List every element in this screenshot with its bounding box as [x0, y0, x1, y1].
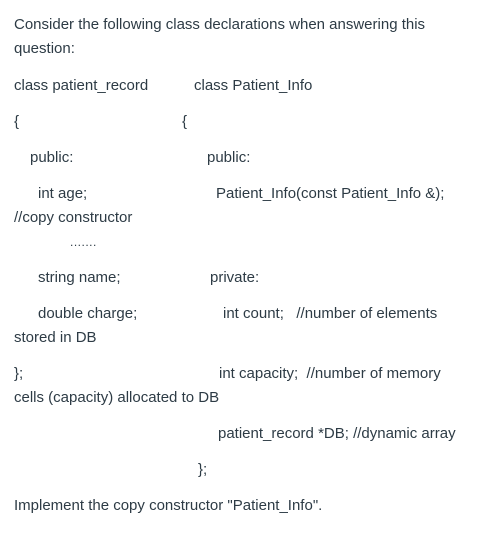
intro-line-1: Consider the following class declarations when answering this	[14, 16, 426, 33]
left-close-brace: };	[14, 365, 24, 382]
name-declaration: string name;	[38, 269, 121, 286]
right-open-brace: {	[182, 113, 188, 130]
count-declaration: int count; //number of elements	[223, 305, 438, 322]
left-class-header: class patient_record	[14, 77, 149, 94]
right-public-label: public:	[207, 149, 251, 166]
private-label: private:	[210, 269, 260, 286]
right-class-header: class Patient_Info	[194, 77, 313, 94]
capacity-declaration: int capacity; //number of memory	[219, 365, 441, 382]
db-declaration: patient_record *DB; //dynamic array	[218, 425, 456, 442]
right-close-brace: };	[198, 461, 208, 478]
age-declaration: int age;	[38, 185, 88, 202]
ellipsis: .......	[70, 235, 97, 249]
intro-line-2: question:	[14, 40, 75, 57]
stored-in-db-text: stored in DB	[14, 329, 97, 346]
charge-declaration: double charge;	[38, 305, 138, 322]
left-open-brace: {	[14, 113, 20, 130]
cells-capacity-text: cells (capacity) allocated to DB	[14, 389, 220, 406]
instruction-text: Implement the copy constructor "Patient_Info".	[14, 497, 323, 514]
copy-constructor-comment: //copy constructor	[14, 209, 133, 226]
copy-constructor-declaration: Patient_Info(const Patient_Info &);	[216, 185, 445, 202]
left-public-label: public:	[30, 149, 74, 166]
